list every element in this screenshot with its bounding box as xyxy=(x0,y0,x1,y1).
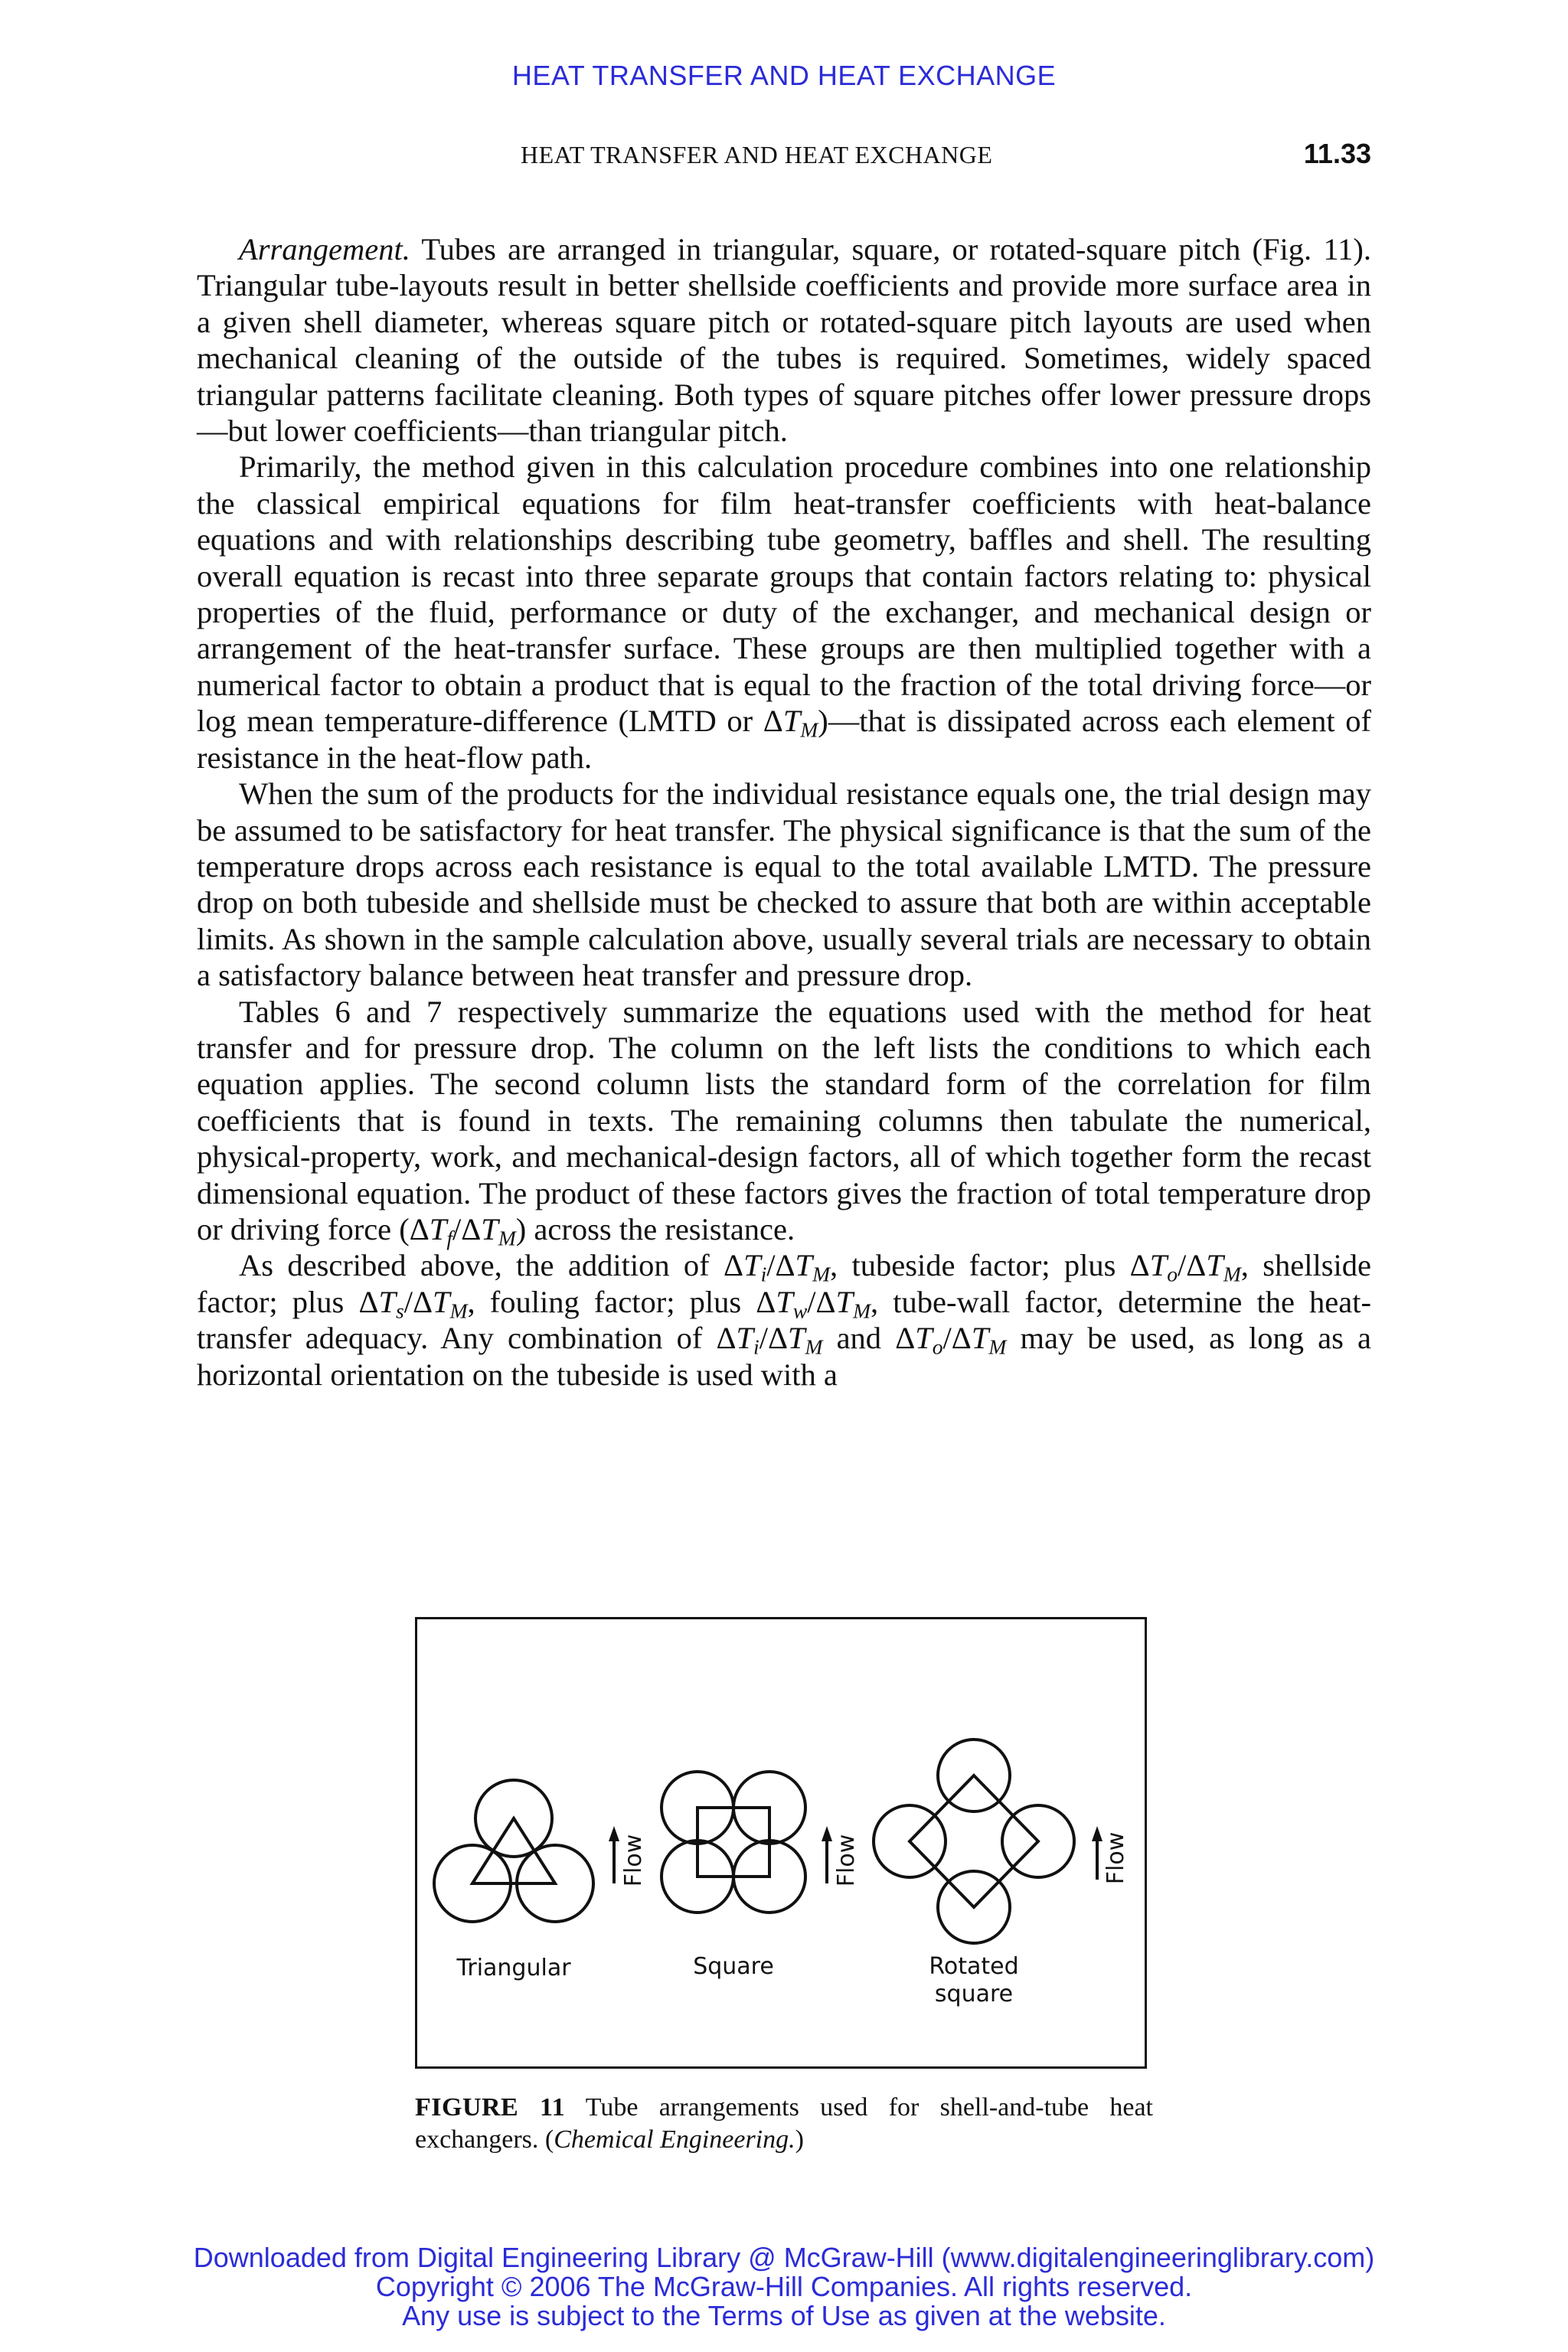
source-banner: HEAT TRANSFER AND HEAT EXCHANGE xyxy=(511,60,1057,91)
figure-label: FIGURE 11 xyxy=(415,2093,566,2122)
text-run: , tubeside factor; plus Δ xyxy=(830,1248,1150,1283)
subscript: M xyxy=(1223,1263,1241,1287)
page-number: 11.33 xyxy=(1303,138,1371,169)
caption-source: Chemical Engineering. xyxy=(554,2125,795,2154)
subscript: i xyxy=(760,1263,767,1287)
triangular-label: Triangular xyxy=(456,1955,571,1981)
text-run: , shellside factor; plus Δ xyxy=(197,1248,1371,1319)
figure-caption xyxy=(415,2092,1153,2156)
symbol: T xyxy=(971,1321,989,1356)
symbol: /Δ xyxy=(766,1248,795,1283)
text-run: may be used, as long as a horizontal orientation on the tubeside is used with a xyxy=(197,1321,1372,1392)
symbol: T xyxy=(429,1211,447,1246)
symbol: ) xyxy=(515,1211,527,1246)
text-run: , fouling factor; plus Δ xyxy=(467,1284,776,1319)
subscript: M xyxy=(853,1298,871,1323)
body-text xyxy=(197,231,1371,1393)
paragraph-tables xyxy=(197,994,1371,1248)
subscript: w xyxy=(792,1298,808,1323)
footer-terms: Any use is subject to the Terms of Use as given at the website. xyxy=(402,2300,1166,2331)
subscript: M xyxy=(498,1226,516,1250)
running-head: HEAT TRANSFER AND HEAT EXCHANGE xyxy=(521,141,993,168)
flow-label: Flow xyxy=(833,1834,860,1887)
paragraph-text: Tubes are arranged in triangular, square, or rotated-square pitch (Fig. 11). Triangular tube-layouts result in better shellside coefficients and provide more surface area in a given shell diameter, whereas square pitch or rotated-square pitch layouts are used when mechanical cleaning of the outside of the tubes is required. Sometimes, widely spaced triangular patterns facilitate cleaning. Both types of square pitches offer lower pressure drops—but lower coefficients—than triangular pitch. xyxy=(197,232,1371,449)
subscript: o xyxy=(1167,1263,1178,1287)
symbol: T xyxy=(433,1284,450,1319)
paragraph-sum: When the sum of the products for the individual resistance equals one, the trial design may be assumed to be satisfactory for heat transfer. The physical significance is that the sum of the temperature drops across each resistance is equal to the total available LMTD. The pressure drop on both tubeside and shellside must be checked to assure that both are within acceptable limits. As shown in the sample calculation above, usually several trials are necessary to obtain a satisfactory balance between heat transfer and pressure drop. xyxy=(197,776,1371,993)
footer xyxy=(0,2243,1568,2331)
subscript: M xyxy=(800,717,818,742)
subscript: M xyxy=(449,1298,468,1323)
symbol: T xyxy=(481,1211,498,1246)
paragraph-method xyxy=(197,449,1371,776)
symbol: T xyxy=(736,1321,754,1356)
square-pitch-group xyxy=(662,1772,805,1913)
symbol: /Δ xyxy=(807,1284,836,1319)
rotated-square-pitch-group xyxy=(874,1740,1074,1943)
footer-download-link[interactable]: Downloaded from Digital Engineering Library @ McGraw-Hill (www.digitalengineeringlibrary.com) xyxy=(193,2242,1375,2273)
subscript: i xyxy=(753,1334,760,1359)
symbol: T xyxy=(915,1321,933,1356)
symbol: /Δ xyxy=(759,1321,788,1356)
symbol: T xyxy=(1149,1248,1168,1283)
tube-arrangement-diagram xyxy=(417,1619,1145,2066)
symbol: T xyxy=(1206,1248,1223,1283)
paragraph-factors xyxy=(197,1247,1371,1393)
figure-11 xyxy=(415,1617,1147,2069)
symbol: T xyxy=(835,1284,854,1319)
symbol: T xyxy=(782,704,801,739)
text-run: and Δ xyxy=(822,1321,916,1356)
rotated-square-label-line-1: Rotated xyxy=(929,1953,1019,1980)
subscript: f xyxy=(446,1226,452,1250)
text-run: Primarily, the method given in this calculation procedure combines into one relationship the classical empirical equations for film heat-transfer coefficients with heat-balance equations and with relationships describing tube geometry, baffles and shell. The resulting overall equation is recast into three separate groups that contain factors relating to: physical properties of the fluid, performance or duty of the exchanger, and mechanical design or arrangement of the heat-transfer surface. These groups are then multiplied together with a numerical factor to obtain a product that is equal to the fraction of the total driving force—or log mean temperature-difference (LMTD or Δ xyxy=(197,449,1371,739)
subscript: s xyxy=(396,1298,404,1323)
square-label: Square xyxy=(693,1953,774,1980)
symbol: /Δ xyxy=(452,1211,482,1246)
symbol: /Δ xyxy=(403,1284,433,1319)
symbol: T xyxy=(787,1321,805,1356)
text-run: )—that is dissipated across each element of resistance in the heat-flow path. xyxy=(197,704,1371,775)
triangle-pitch-line xyxy=(472,1818,555,1883)
subscript: o xyxy=(932,1334,943,1359)
subscript: M xyxy=(812,1263,831,1287)
symbol: T xyxy=(743,1248,761,1283)
rotated-square-label-line-2: square xyxy=(934,1981,1014,2007)
symbol: /Δ xyxy=(942,1321,972,1356)
paragraph-lead: Arrangement. xyxy=(239,232,410,266)
triangular-pitch-group xyxy=(434,1780,593,1922)
footer-copyright: Copyright © 2006 The McGraw-Hill Companies. All rights reserved. xyxy=(375,2271,1193,2302)
rotated-square-pitch-line xyxy=(910,1775,1038,1907)
subscript: M xyxy=(805,1334,823,1359)
symbol: T xyxy=(776,1284,793,1319)
text-run: Tables 6 and 7 respectively summarize the equations used with the method for heat transfer and for pressure drop. The column on the left lists the conditions to which each equation applies. The second column lists the standard form of the correlation for film coefficients that is found in texts. The remaining columns then tabulate the numerical, physical-property, work, and mechanical-design factors, all of which together form the recast dimensional equation. The product of these factors gives the fraction of total temperature drop or driving force (Δ xyxy=(197,994,1371,1246)
flow-label: Flow xyxy=(620,1834,647,1887)
paragraph-arrangement xyxy=(197,231,1371,449)
text-run: across the resistance. xyxy=(526,1211,795,1246)
flow-arrow-icon xyxy=(1092,1826,1102,1880)
caption-text: Tube arrangements used for shell-and-tube heat exchangers. ( xyxy=(415,2093,1153,2154)
text-run: As described above, the addition of Δ xyxy=(239,1248,744,1283)
text-run: , tube-wall factor, determine the heat-transfer adequacy. Any combination of Δ xyxy=(197,1284,1371,1356)
flow-arrow-icon xyxy=(609,1826,619,1883)
caption-close: ) xyxy=(795,2125,804,2154)
subscript: M xyxy=(988,1334,1007,1359)
symbol: /Δ xyxy=(1178,1248,1207,1283)
symbol: T xyxy=(378,1284,397,1319)
flow-label: Flow xyxy=(1102,1831,1129,1885)
flow-arrow-icon xyxy=(822,1826,832,1883)
symbol: T xyxy=(795,1248,813,1283)
